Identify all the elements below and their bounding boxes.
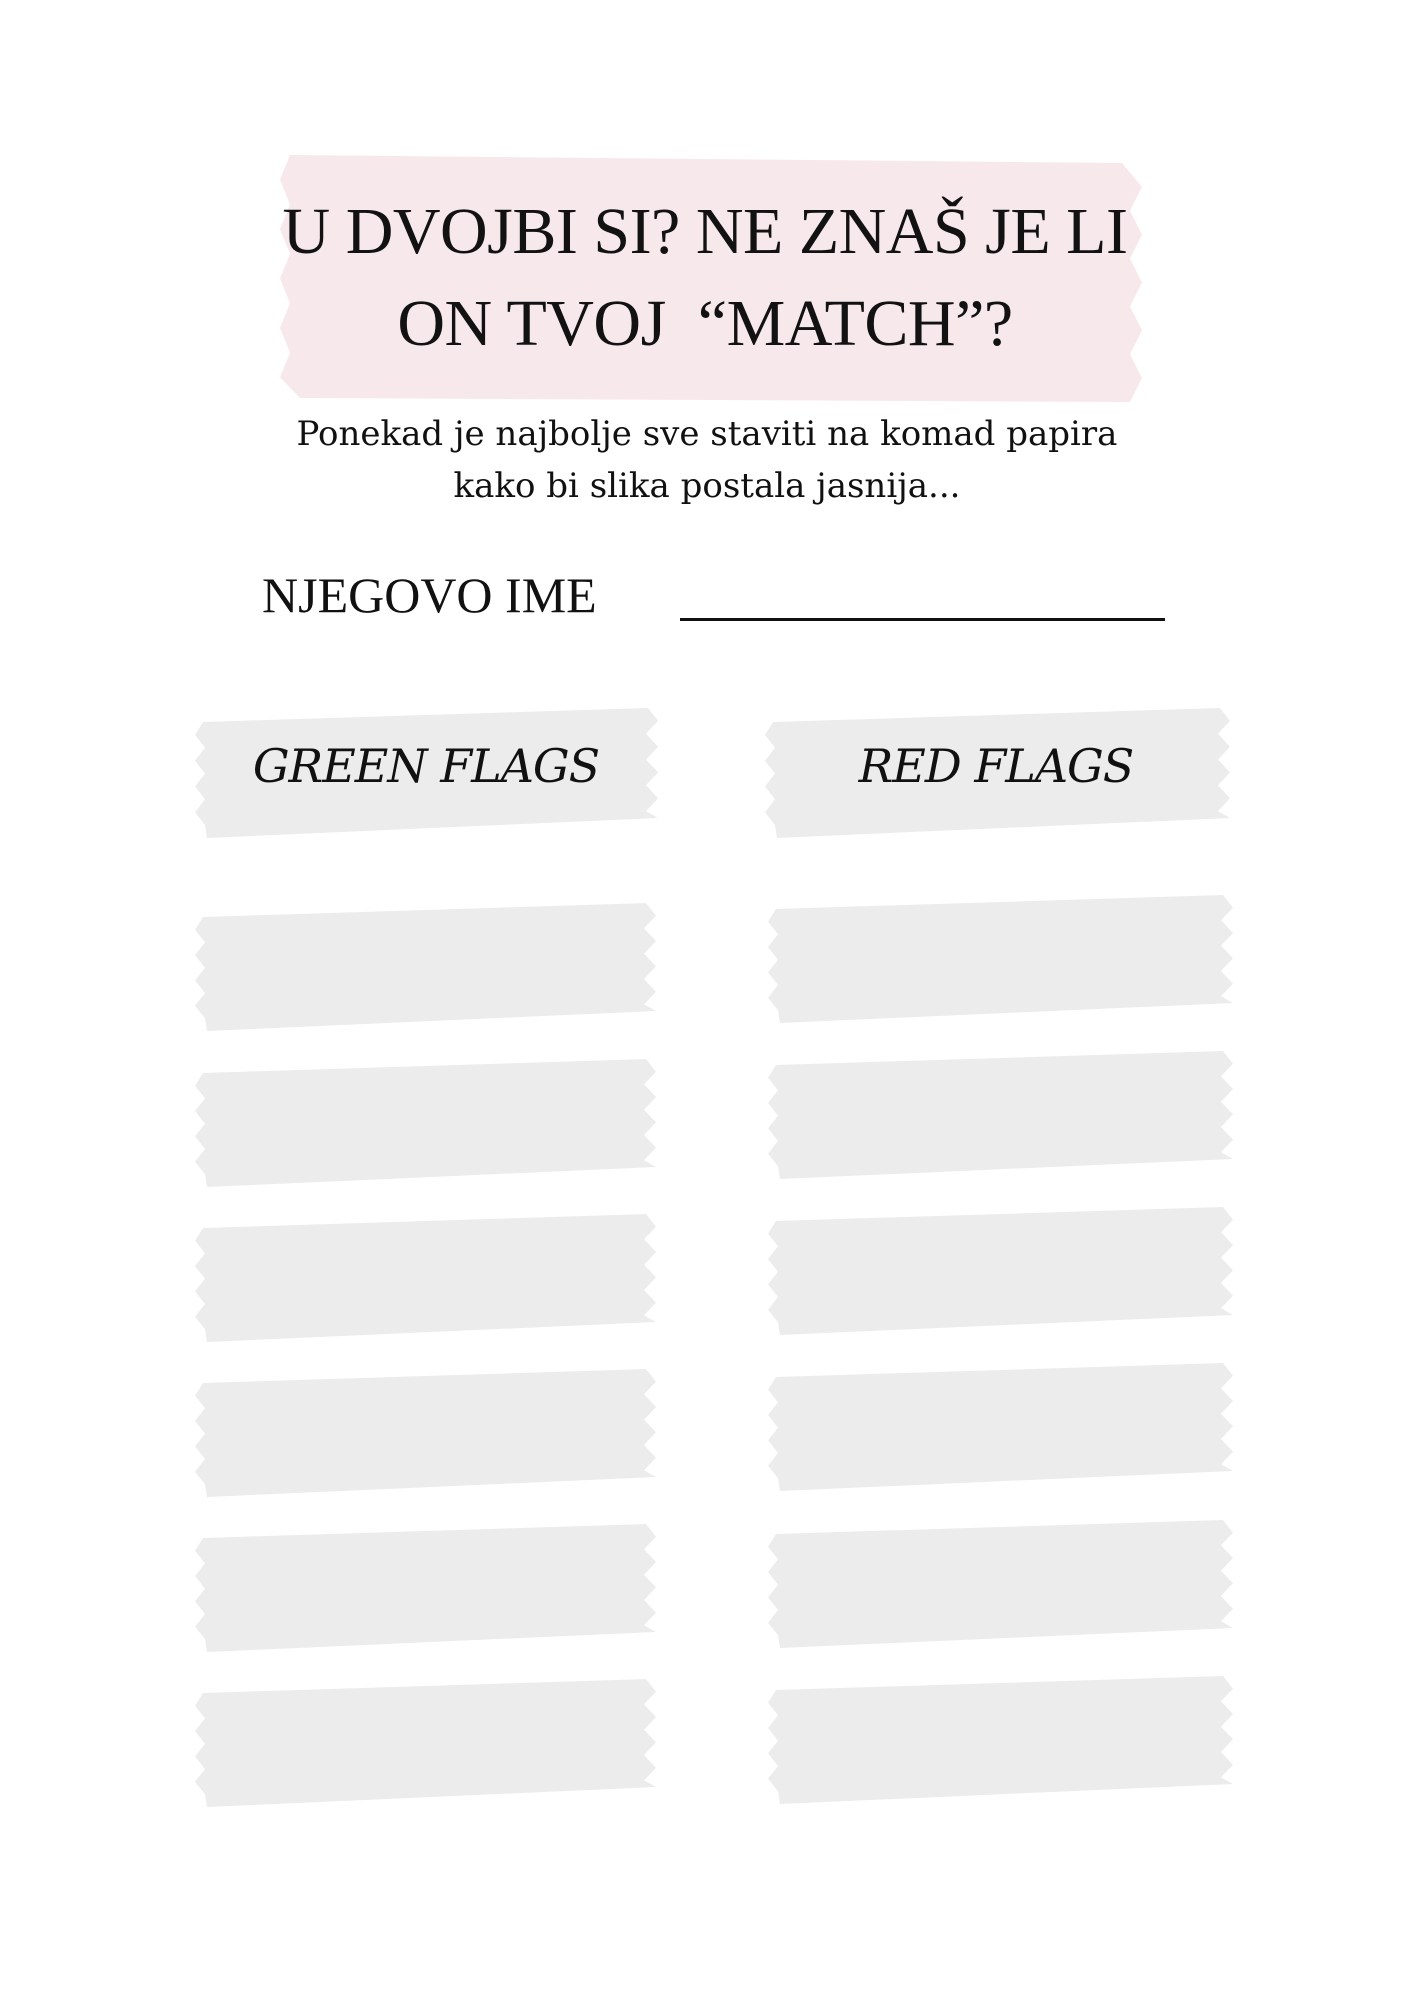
green-flag-entry-3[interactable] bbox=[195, 1214, 656, 1342]
red-flag-entry-6[interactable] bbox=[768, 1676, 1233, 1804]
red-flags-heading: RED FLAGS bbox=[858, 739, 1134, 793]
name-input-line[interactable] bbox=[680, 618, 1165, 621]
subtitle-line-2: kako bi slika postala jasnija... bbox=[453, 466, 961, 506]
subtitle bbox=[200, 408, 1214, 512]
green-flag-entry-5[interactable] bbox=[195, 1524, 656, 1652]
name-label: NJEGOVO IME bbox=[262, 567, 597, 623]
green-flag-entry-1[interactable] bbox=[195, 903, 656, 1031]
red-flag-entry-3[interactable] bbox=[768, 1207, 1233, 1335]
page-title bbox=[270, 150, 1140, 405]
green-flag-entry-6[interactable] bbox=[195, 1679, 656, 1807]
green-flags-heading: GREEN FLAGS bbox=[252, 739, 600, 793]
green-flag-entry-2[interactable] bbox=[195, 1059, 656, 1187]
red-flag-entry-1[interactable] bbox=[768, 895, 1233, 1023]
title-line-1: U DVOJBI SI? NE ZNAŠ JE LI bbox=[282, 194, 1128, 268]
title-line-2: ON TVOJ “MATCH”? bbox=[397, 286, 1013, 360]
red-flag-entry-4[interactable] bbox=[768, 1363, 1233, 1491]
red-flag-entry-5[interactable] bbox=[768, 1520, 1233, 1648]
red-flag-entry-2[interactable] bbox=[768, 1051, 1233, 1179]
subtitle-line-1: Ponekad je najbolje sve staviti na komad papira bbox=[296, 414, 1118, 454]
green-flag-entry-4[interactable] bbox=[195, 1369, 656, 1497]
